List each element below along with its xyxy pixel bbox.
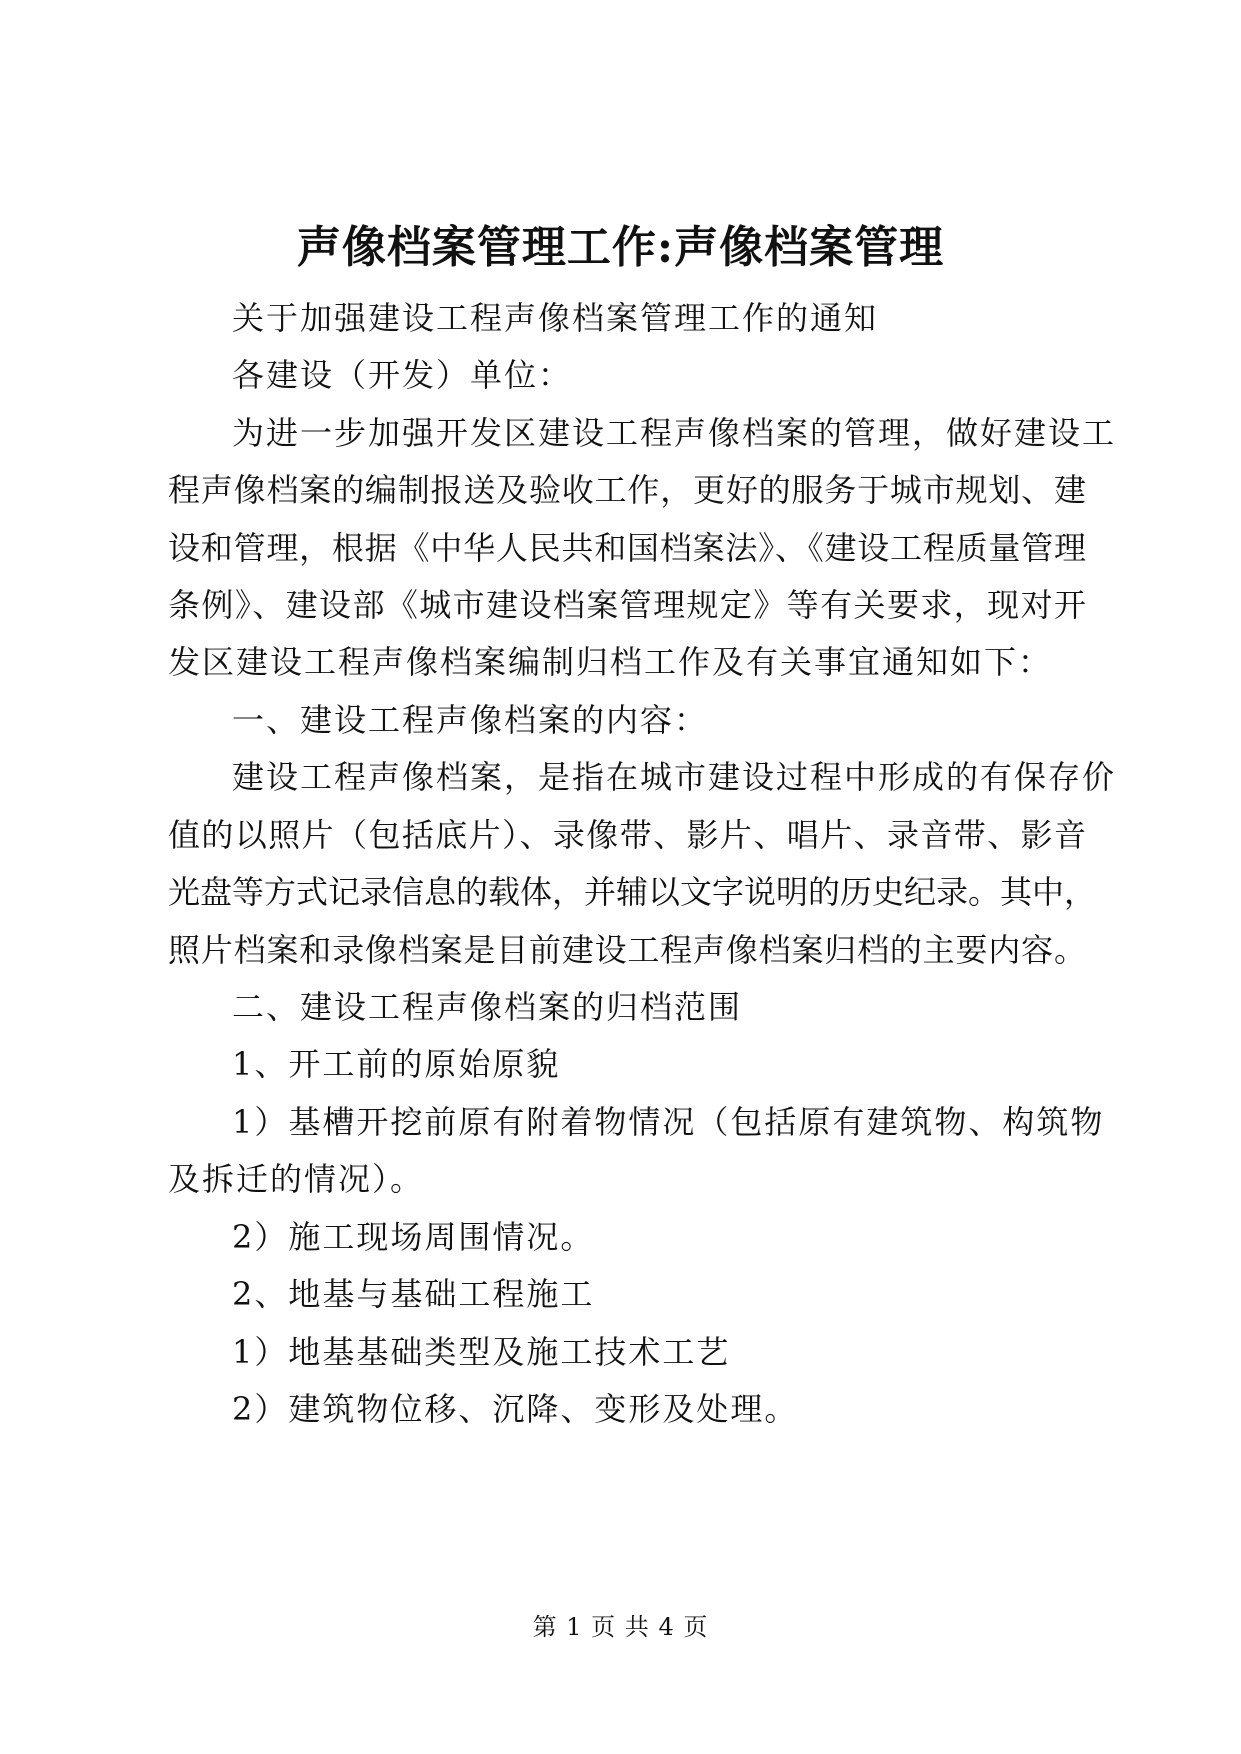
paragraph-1-line-5: 发区建设工程声像档案编制归档工作及有关事宜通知如下： [168, 643, 1053, 681]
list-item-1: 1、开工前的原始原貌 [232, 1045, 561, 1083]
paragraph-2-line-1: 建设工程声像档案，是指在城市建设过程中形成的有保存价 [232, 758, 1117, 796]
list-item-2: 2、地基与基础工程施工 [232, 1275, 595, 1313]
paragraph-2-line-4: 照片档案和录像档案是目前建设工程声像档案归档的主要内容。 [168, 931, 1086, 969]
paragraph-1-line-4: 条例》、建设部《城市建设档案管理规定》等有关要求，现对开 [168, 586, 1086, 624]
section-heading-1: 一、建设工程声像档案的内容： [232, 701, 709, 739]
paragraph-2-line-3: 光盘等方式记录信息的载体，并辅以文字说明的历史纪录。其中， [168, 873, 1097, 911]
list-subitem-1-1-continued: 及拆迁的情况）。 [168, 1160, 425, 1198]
list-subitem-1-2: 2）施工现场周围情况。 [232, 1218, 595, 1256]
paragraph-1-line-3: 设和管理，根据《中华人民共和国档案法》、《建设工程质量管理 [168, 529, 1086, 567]
page-title: 声像档案管理工作:声像档案管理 [296, 222, 945, 273]
paragraph-1-line-1: 为进一步加强开发区建设工程声像档案的管理，做好建设工 [232, 414, 1117, 452]
section-heading-2: 二、建设工程声像档案的归档范围 [232, 988, 743, 1026]
addressee-line: 各建设（开发）单位： [232, 356, 573, 394]
notice-heading: 关于加强建设工程声像档案管理工作的通知 [232, 299, 879, 337]
list-subitem-2-1: 1）地基基础类型及施工技术工艺 [232, 1333, 731, 1371]
list-subitem-1-1: 1）基槽开挖前原有附着物情况（包括原有建筑物、构筑物 [232, 1103, 1105, 1141]
list-subitem-2-2: 2）建筑物位移、沉降、变形及处理。 [232, 1390, 799, 1428]
page-number-footer: 第 1 页 共 4 页 [532, 1613, 709, 1641]
paragraph-2-line-2: 值的以照片（包括底片）、录像带、影片、唱片、录音带、影音 [168, 816, 1086, 854]
paragraph-1-line-2: 程声像档案的编制报送及验收工作，更好的服务于城市规划、建 [168, 471, 1086, 509]
